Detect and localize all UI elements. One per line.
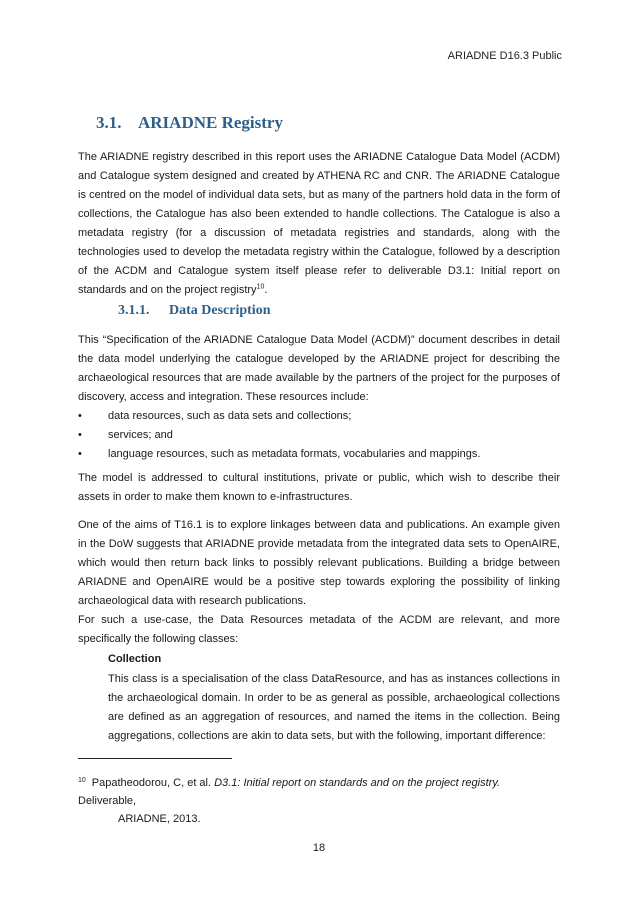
list-item-text: services; and	[108, 429, 173, 441]
subsection-heading	[118, 303, 271, 319]
paragraph-linkages: One of the aims of T16.1 is to explore linkages between data and publications. An example given in the DoW suggests that ARIADNE provide metadata from the integrated data sets to OpenAIRE, which would then return back links to possibly relevant publications. Building a bridge between ARIADNE and OpenAIRE would be a positive step towards exploring the possibility of linking archaeological data with research publications.	[78, 519, 560, 607]
paragraph-registry-end: .	[264, 284, 268, 296]
footnote-continuation: ARIADNE, 2013.	[118, 813, 201, 825]
list-item-text: language resources, such as metadata formats, vocabularies and mappings.	[108, 448, 481, 460]
paragraph-model-audience: The model is addressed to cultural institutions, private or public, which wish to describe their assets in order to make them known to e-infrastructures.	[78, 472, 560, 503]
paragraph-registry-text: The ARIADNE registry described in this report uses the ARIADNE Catalogue Data Model (ACDM) and Catalogue system designed and created by ATHENA RC and CNR. The ARIADNE Catalogue is centred on the model of individual data sets, but as many of the partners hold data in the form of collections, the Catalogue has also been extended to handle collections. The Catalogue is also a metadata registry (for a discussion of metadata registries and standards, along with the technologies used to develop the metadata registry within the Catalogue, followed by a description of the ACDM and Catalogue system itself please refer to deliverable D3.1: Initial report on standards and on the project registry	[78, 151, 560, 296]
paragraph-data-description: This “Specification of the ARIADNE Catalogue Data Model (ACDM)” document describes in detail the data model underlying the catalogue developed by the ARIADNE project for describing the archaeological resources that are made available by the partners of the project for the purposes of discovery, access and integration. These resources include:	[78, 334, 560, 403]
bullet-icon: •	[78, 448, 82, 460]
running-header: ARIADNE D16.3 Public	[447, 50, 562, 62]
resource-list	[78, 407, 560, 464]
footnote-ref[interactable]: 10	[256, 283, 265, 291]
paragraph-use-case: For such a use-case, the Data Resources metadata of the ACDM are relevant, and more specifically the following classes:	[78, 614, 560, 645]
section-title: ARIADNE Registry	[138, 113, 283, 132]
page-number: 18	[312, 842, 326, 854]
collection-class-title: Collection	[108, 653, 162, 665]
bullet-icon: •	[78, 429, 82, 441]
footnote-separator	[78, 758, 232, 759]
bullet-icon: •	[78, 410, 82, 422]
list-item	[78, 407, 560, 426]
subsection-number: 3.1.1.	[118, 303, 150, 318]
footnote-tail: Deliverable,	[78, 795, 137, 807]
footnote-number: 10	[78, 777, 86, 784]
paragraph-registry	[78, 148, 560, 300]
list-item	[78, 445, 560, 464]
section-number: 3.1.	[96, 113, 122, 132]
list-item	[78, 426, 560, 445]
footnote-title: D3.1: Initial report on standards and on the project registry.	[214, 777, 501, 789]
footnote	[78, 774, 560, 828]
section-heading	[96, 113, 283, 133]
list-item-text: data resources, such as data sets and collections;	[108, 410, 352, 422]
footnote-lead: Papatheodorou, C, et al.	[91, 777, 215, 789]
subsection-title: Data Description	[169, 303, 271, 318]
collection-class-text: This class is a specialisation of the class DataResource, and has as instances collections in the archaeological domain. In order to be as general as possible, archaeological collections are defined as an aggregation of resources, and named the items in the collection. Being aggregations, collections are akin to data sets, but with the following, important difference:	[108, 673, 560, 742]
